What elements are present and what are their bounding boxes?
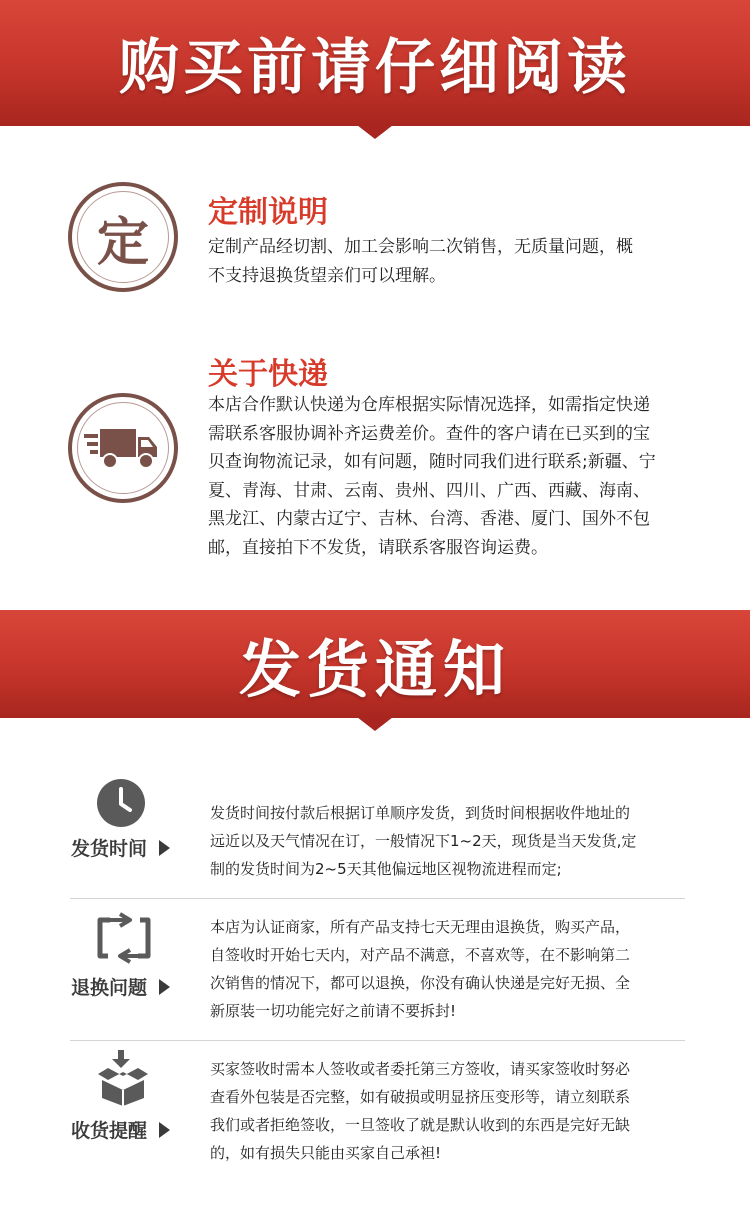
express-line: 邮，直接拍下不发货，请联系客服咨询运费。	[208, 537, 548, 558]
row-label-text: 发货时间	[71, 838, 148, 860]
express-title: 关于快递	[208, 357, 328, 392]
custom-line: 不支持退换货望亲们可以理解。	[208, 265, 446, 286]
stamp-char: 定	[96, 211, 149, 273]
express-line: 需联系客服协调补齐运费差价。查件的客户请在已买到的宝	[208, 423, 650, 444]
custom-title: 定制说明	[208, 195, 328, 230]
header-banner	[0, 0, 750, 126]
shipping-time-label	[71, 834, 170, 861]
shipping-title: 发货通知	[238, 632, 511, 706]
page-title: 购买前请仔细阅读	[119, 33, 631, 103]
express-text	[208, 391, 728, 562]
express-line: 本店合作默认快递为仓库根据实际情况选择，如需指定快递	[208, 395, 650, 415]
divider	[70, 898, 685, 899]
row-line: 新原装一切功能完好之前请不要拆封!	[210, 1002, 457, 1020]
package-receive-icon	[94, 1050, 152, 1106]
express-line: 黑龙江、内蒙古辽宁、吉林、台湾、香港、厦门、国外不包	[208, 509, 650, 529]
row-line: 制的发货时间为2~5天其他偏远地区视物流进程而定;	[210, 860, 562, 878]
custom-text	[208, 233, 708, 290]
delivery-truck-icon	[68, 393, 178, 503]
arrow-right-icon	[159, 840, 170, 856]
row-line: 的，如有损失只能由买家自己承袒!	[210, 1144, 442, 1162]
row-line: 发货时间按付款后根据订单顺序发货，到货时间根据收件地址的	[210, 804, 631, 822]
express-line: 贝查询物流记录，如有问题，随时同我们进行联系;新疆、宁	[208, 452, 656, 472]
row-line: 次销售的情况下，都可以退换，你没有确认快递是完好无损、全	[210, 974, 631, 992]
custom-stamp-icon	[68, 182, 178, 292]
truck-inner-ring	[77, 402, 169, 494]
receipt-reminder-text	[210, 1055, 705, 1167]
row-line: 远近以及天气情况在订，一般情况下1~2天，现货是当天发货,定	[210, 832, 637, 850]
row-label-text: 收货提醒	[71, 1120, 148, 1142]
divider	[70, 1040, 685, 1041]
banner-notch	[357, 717, 393, 731]
row-line: 本店为认证商家，所有产品支持七天无理由退换货，购买产品，	[210, 918, 631, 936]
row-line: 自签收时开始七天内，对产品不满意，不喜欢等，在不影响第二	[210, 946, 631, 964]
express-line: 夏、青海、甘肃、云南、贵州、四川、广西、西藏、海南、	[208, 480, 650, 501]
receipt-reminder-label	[71, 1116, 170, 1143]
arrow-right-icon	[159, 979, 170, 995]
shipping-time-text	[210, 799, 705, 883]
returns-text	[210, 913, 705, 1025]
arrow-right-icon	[159, 1122, 170, 1138]
truck-icon	[84, 425, 162, 471]
returns-label	[71, 973, 170, 1000]
row-line: 我们或者拒绝签收，一旦签收了就是默认收到的东西是完好无缺	[210, 1116, 631, 1134]
custom-line: 定制产品经切割、加工会影响二次销售，无质量问题，概	[208, 237, 633, 257]
banner-notch	[357, 125, 393, 139]
shipping-banner	[0, 610, 750, 718]
clock-icon	[96, 778, 146, 828]
row-line: 买家签收时需本人签收或者委托第三方签收，请买家签收时努必	[210, 1060, 631, 1078]
stamp-inner-ring	[77, 191, 169, 283]
row-label-text: 退换问题	[71, 977, 148, 999]
row-line: 查看外包装是否完整，如有破损或明显挤压变形等，请立刻联系	[210, 1088, 631, 1106]
exchange-icon	[96, 912, 152, 964]
